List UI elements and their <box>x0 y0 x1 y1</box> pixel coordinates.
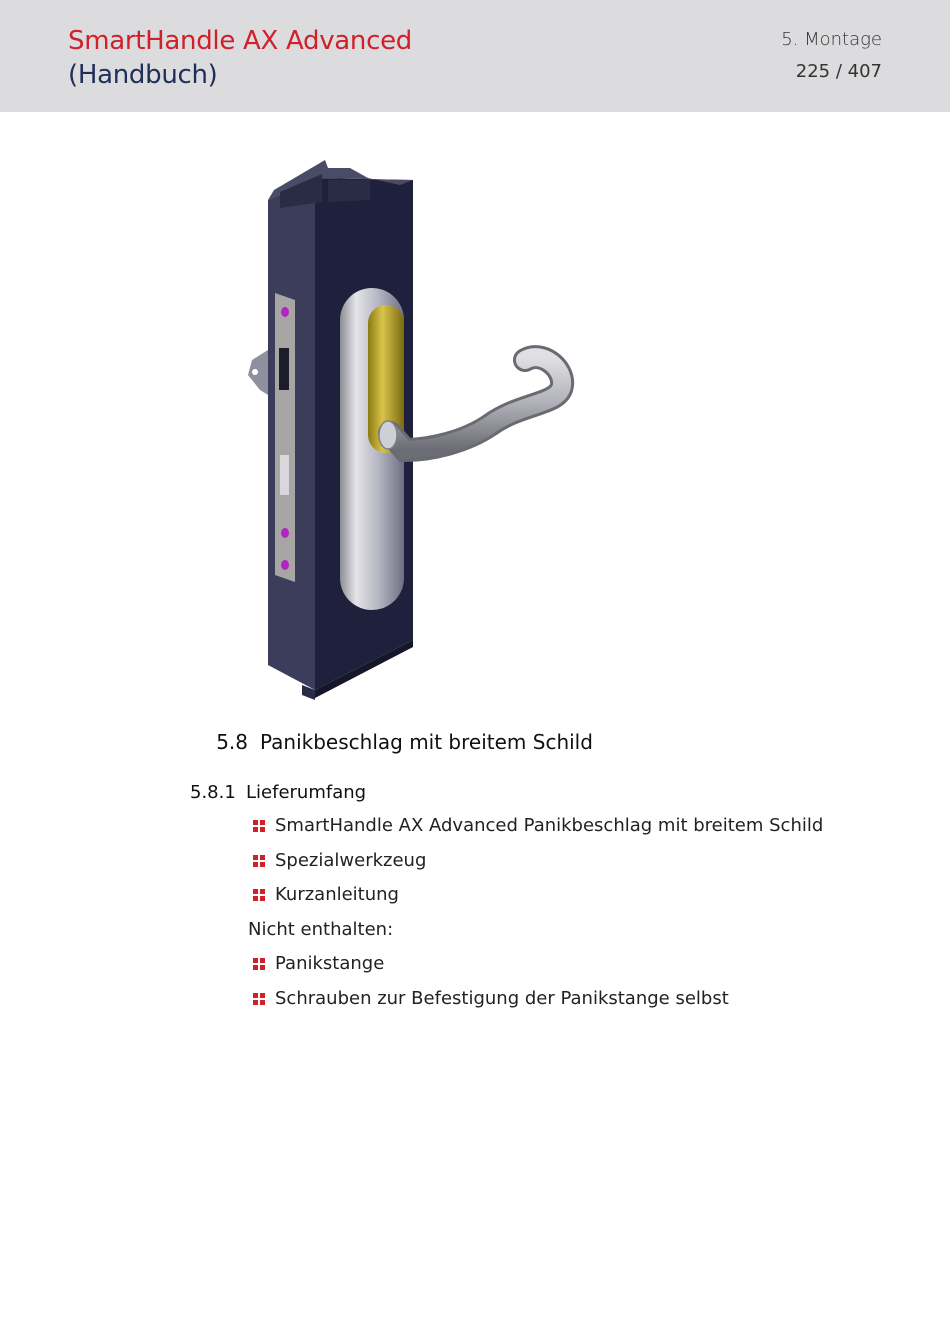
list-item <box>253 987 729 1022</box>
list-item-text: SmartHandle AX Advanced Panikbeschlag mit breitem Schild <box>275 815 824 836</box>
section-heading <box>190 728 593 756</box>
section-number: 5.8 <box>216 730 248 754</box>
not-included-items-list <box>253 952 729 1021</box>
document-subtitle: (Handbuch) <box>68 60 218 90</box>
bullet-icon <box>253 820 265 832</box>
bullet-icon <box>253 993 265 1005</box>
not-included-label: Nicht enthalten: <box>248 919 394 940</box>
list-item <box>253 952 729 987</box>
section-title: Panikbeschlag mit breitem Schild <box>260 730 593 754</box>
page-number: 225 / 407 <box>795 61 882 82</box>
list-item-text: Kurzanleitung <box>275 884 399 905</box>
subsection-number: 5.8.1 <box>190 782 236 803</box>
list-item <box>253 849 823 884</box>
list-item <box>253 814 823 849</box>
list-item-text: Schrauben zur Befestigung der Panikstange selbst <box>275 987 729 1009</box>
bullet-icon <box>253 889 265 901</box>
list-item <box>253 883 823 918</box>
subsection-title: Lieferumfang <box>246 782 367 803</box>
subsection-heading <box>190 781 366 805</box>
included-items-list <box>253 814 823 918</box>
bullet-icon <box>253 855 265 867</box>
list-item-text: Panikstange <box>275 953 385 974</box>
list-item-text: Spezialwerkzeug <box>275 849 427 871</box>
document-title: SmartHandle AX Advanced <box>68 26 412 56</box>
panic-hardware-illustration <box>240 150 580 710</box>
page-header <box>0 0 950 112</box>
chapter-label: 5. Montage <box>781 29 882 50</box>
bullet-icon <box>253 958 265 970</box>
